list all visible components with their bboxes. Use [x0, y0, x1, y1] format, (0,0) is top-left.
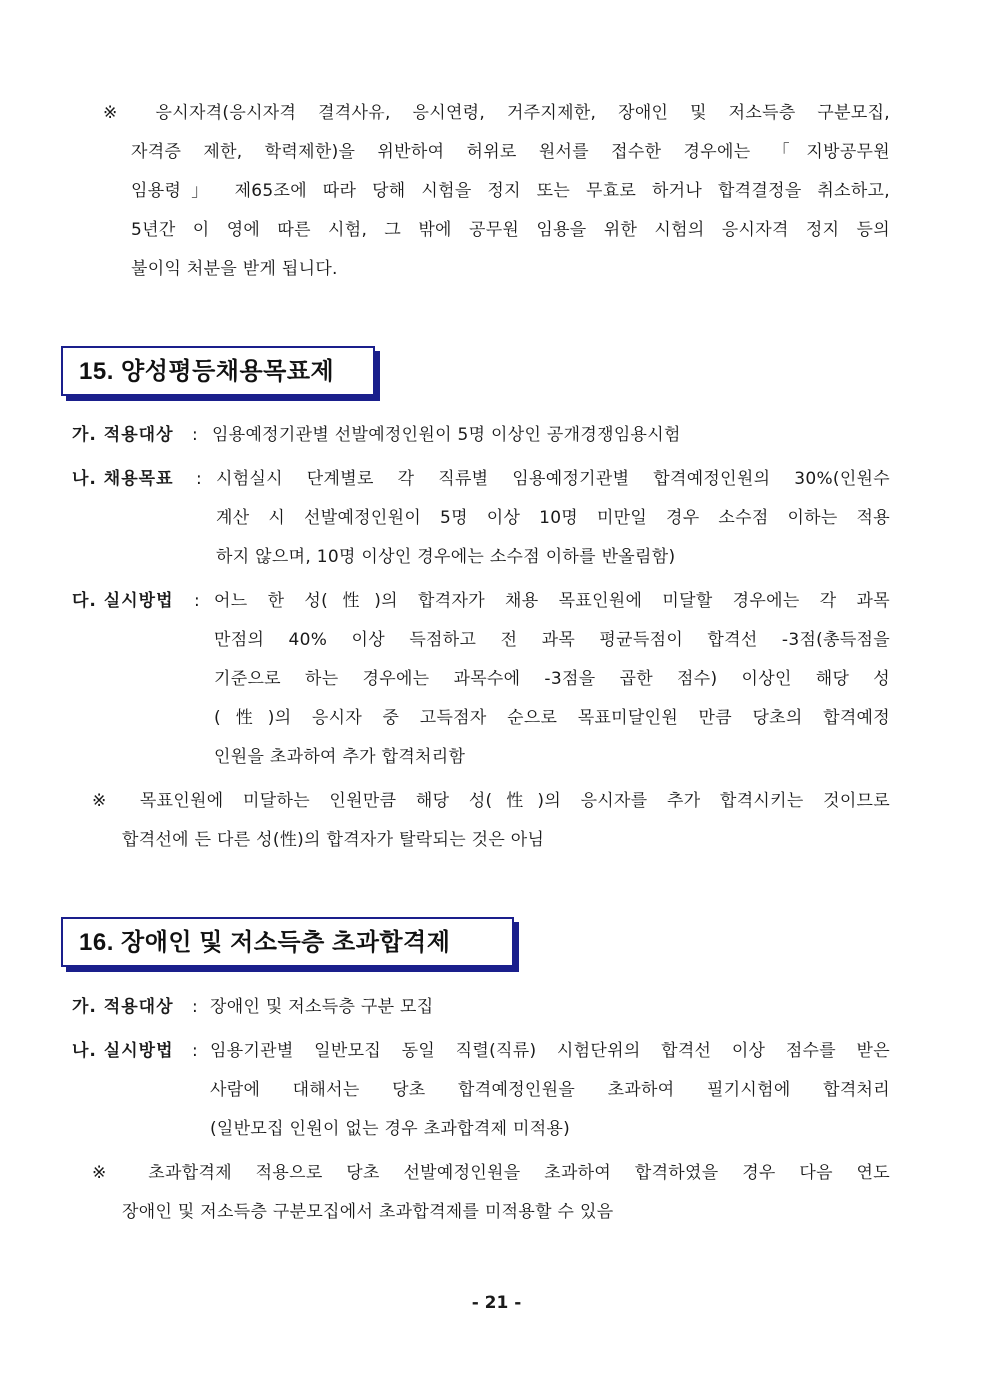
section-15-na-line-1: 시험실시 단계별로 각 직류별 임용예정기관별 합격예정인원의 30%(인원수: [216, 469, 890, 489]
section-15-da-line-4: (性)의 응시자 중 고득점자 순으로 목표미달인원 만큼 당초의 합격예정: [214, 708, 890, 728]
section-16-ga-label: 가. 적용대상: [72, 997, 174, 1017]
section-15-da-colon: :: [194, 591, 201, 611]
section-16-ga-colon: :: [192, 997, 199, 1017]
note-top-line-2: 자격증 제한, 학력제한)을 위반하여 허위로 원서를 접수한 경우에는 「지방공무원: [131, 142, 890, 162]
section-15-na-line-3: 하지 않으며, 10명 이상인 경우에는 소수점 이하를 반올림함): [216, 547, 676, 567]
page-number: - 21 -: [471, 1293, 522, 1313]
note-top-line-1: ※ 응시자격(응시자격 결격사유, 응시연령, 거주지제한, 장애인 및 저소득층 구분모집,: [103, 103, 890, 123]
section-15-da-line-3: 기준으로 하는 경우에는 과목수에 -3점을 곱한 점수) 이상인 해당 성: [214, 669, 890, 689]
section-16-heading-box: [61, 917, 514, 967]
section-16-na-label: 나. 실시방법: [72, 1041, 174, 1061]
section-15-da-line-2: 만점의 40% 이상 득점하고 전 과목 평균득점이 합격선 -3점(총득점을: [214, 630, 890, 650]
section-15-ga-label: 가. 적용대상: [72, 425, 174, 445]
section-16-na-colon: :: [192, 1041, 199, 1061]
section-16-ga-line-1: 장애인 및 저소득층 구분 모집: [210, 997, 434, 1017]
section-15-ga-colon: :: [192, 425, 199, 445]
section-15-ga-line-1: 임용예정기관별 선발예정인원이 5명 이상인 공개경쟁임용시험: [212, 425, 681, 445]
section-15-note-line-1: ※ 목표인원에 미달하는 인원만큼 해당 성(性)의 응시자를 추가 합격시키는 것이므로: [92, 791, 890, 811]
section-15-da-line-5: 인원을 초과하여 추가 합격처리함: [214, 747, 466, 767]
section-16-na-line-2: 사람에 대해서는 당초 합격예정인원을 초과하여 필기시험에 합격처리: [210, 1080, 890, 1100]
note-top-line-5: 불이익 처분을 받게 됩니다.: [131, 259, 338, 279]
section-16-note-line-1: ※ 초과합격제 적용으로 당초 선발예정인원을 초과하여 합격하였을 경우 다음 연도: [92, 1163, 890, 1183]
section-15-na-label: 나. 채용목표: [72, 469, 174, 489]
section-15-na-line-2: 계산 시 선발예정인원이 5명 이상 10명 미만일 경우 소수점 이하는 적용: [216, 508, 890, 528]
note-top-line-4: 5년간 이 영에 따른 시험, 그 밖에 공무원 임용을 위한 시험의 응시자격 정지 등의: [131, 220, 890, 240]
section-16-note-line-2: 장애인 및 저소득층 구분모집에서 초과합격제를 미적용할 수 있음: [122, 1202, 614, 1222]
section-16-na-line-1: 임용기관별 일반모집 동일 직렬(직류) 시험단위의 합격선 이상 점수를 받은: [210, 1041, 890, 1061]
section-15-title: 15. 양성평등채용목표제: [79, 358, 335, 385]
section-15-da-line-1: 어느 한 성(性)의 합격자가 채용 목표인원에 미달할 경우에는 각 과목: [214, 591, 890, 611]
section-16-title: 16. 장애인 및 저소득층 초과합격제: [79, 929, 451, 956]
section-16-na-line-3: (일반모집 인원이 없는 경우 초과합격제 미적용): [210, 1119, 571, 1139]
section-15-da-label: 다. 실시방법: [72, 591, 174, 611]
note-top-line-3: 임용령」 제65조에 따라 당해 시험을 정지 또는 무효로 하거나 합격결정을 취소하고,: [131, 181, 890, 201]
section-15-heading-box: [61, 346, 375, 396]
section-15-note-line-2: 합격선에 든 다른 성(性)의 합격자가 탈락되는 것은 아님: [122, 830, 545, 850]
section-15-na-colon: :: [196, 469, 203, 489]
